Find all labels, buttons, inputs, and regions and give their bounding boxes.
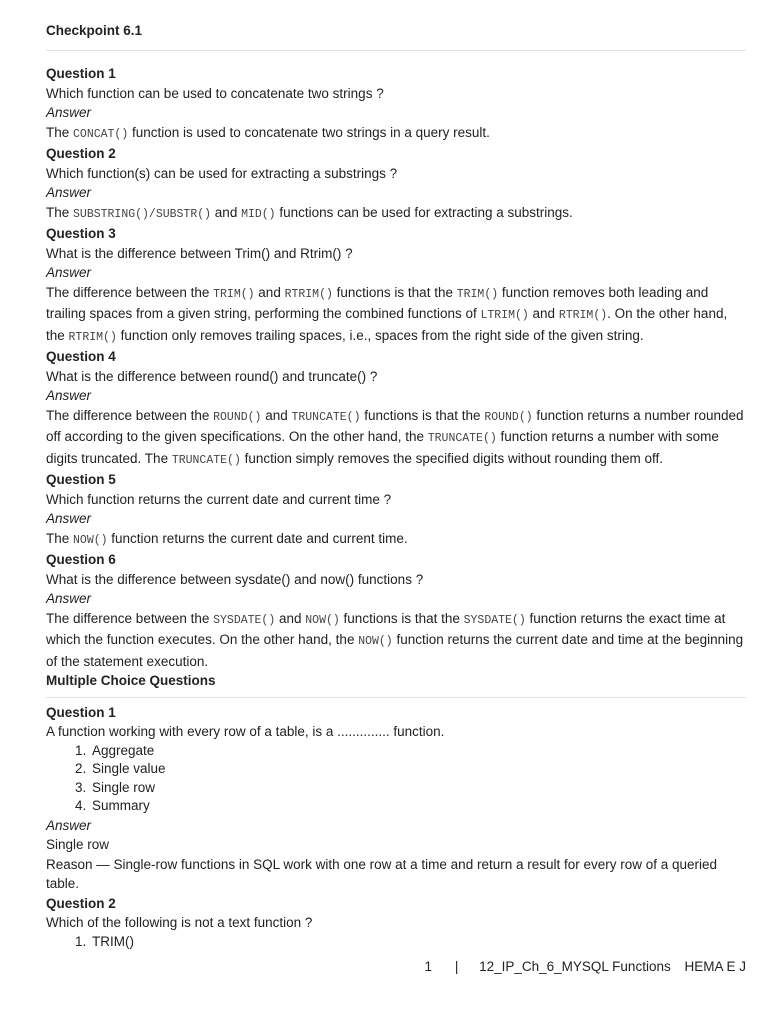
question-heading: Question 3 (46, 226, 116, 241)
question-block (46, 347, 746, 470)
answer-label: Answer (46, 817, 92, 833)
answer-text-segment: The difference between the (46, 284, 214, 300)
answer-text-segment: and (261, 407, 292, 423)
question-heading: Question 5 (46, 472, 116, 487)
footer-separator: | (454, 959, 459, 974)
code-function-name: RTRIM() (558, 309, 608, 322)
code-function-name: RTRIM() (68, 330, 117, 344)
answer-text-segment: and (275, 610, 306, 626)
answer-text (46, 203, 746, 225)
code-function-name: SUBSTRING()/SUBSTR() (73, 207, 212, 221)
answer-text-segment: function returns the current date and time at the beginning of the statement execution. (46, 632, 744, 669)
question-text: What is the difference between Trim() and Rtrim() ? (46, 245, 353, 261)
question-heading: Question 1 (46, 704, 116, 720)
page-footer (425, 957, 746, 977)
footer-document-name: 12_IP_Ch_6_MYSQL Functions (479, 959, 671, 974)
answer-text-segment: function is used to concatenate two strings in a query result. (128, 124, 490, 140)
options-list (46, 742, 746, 816)
question-heading: Question 1 (46, 66, 116, 81)
code-function-name: NOW() (305, 613, 340, 627)
answer-text-segment: functions is that the (360, 407, 485, 423)
answer-label: Answer (46, 511, 92, 526)
code-function-name: NOW() (73, 533, 108, 547)
code-function-name: SYSDATE() (463, 613, 526, 627)
qa-list (46, 64, 746, 671)
question-text: Which of the following is not a text function ? (46, 915, 313, 931)
code-function-name: SYSDATE() (213, 613, 276, 627)
question-heading: Question 6 (46, 552, 116, 567)
title-divider (46, 50, 746, 51)
answer-text (46, 609, 746, 672)
answer-text-segment: and (528, 306, 559, 321)
page-title: Checkpoint 6.1 (46, 23, 143, 38)
question-text: Which function can be used to concatenate two strings ? (46, 85, 384, 101)
answer-text-segment: The (46, 124, 74, 140)
question-text: What is the difference between sysdate() and now() functions ? (46, 571, 424, 587)
option-item: 4. Summary (90, 797, 746, 816)
code-function-name: NOW() (358, 635, 393, 648)
answer-label: Answer (46, 185, 92, 200)
code-function-name: CONCAT() (73, 127, 129, 141)
question-heading: Question 2 (46, 895, 116, 911)
answer-text (46, 529, 746, 551)
answer-text-segment: The difference between the (46, 610, 214, 626)
question-block (46, 470, 746, 550)
question-block (46, 64, 746, 144)
code-function-name: TRIM() (213, 287, 255, 301)
code-function-name: TRIM() (456, 287, 499, 301)
answer-text-segment: functions can be used for extracting a substrings. (275, 204, 573, 220)
answer-text-segment: and (211, 204, 242, 220)
option-item: 3. Single row (90, 779, 746, 798)
code-function-name: LTRIM() (480, 309, 529, 322)
option-item: 2. Single value (90, 760, 746, 779)
answer-text: Single row (46, 837, 110, 853)
answer-text-segment: functions is that the (332, 284, 457, 300)
mcq-section-title: Multiple Choice Questions (46, 673, 216, 688)
answer-text (46, 283, 746, 348)
answer-label: Answer (46, 591, 92, 606)
answer-label: Answer (46, 388, 92, 403)
answer-text-segment: and (254, 284, 285, 300)
code-function-name: TRUNCATE() (427, 432, 497, 445)
answer-text-segment: function returns the exact time at which the function executes. On the other hand, the (46, 610, 726, 647)
answer-text-segment: function removes both leading and trailing spaces from a given string, performing the combined functions of (46, 284, 709, 321)
code-function-name: RTRIM() (284, 287, 333, 301)
answer-text-segment: function returns a number rounded off according to the given specifications. On the other hand, the (46, 407, 744, 444)
option-item: 1. TRIM() (90, 933, 746, 952)
question-heading: Question 4 (46, 349, 116, 364)
answer-text-segment: The (46, 204, 74, 220)
answer-text-segment: The (46, 530, 74, 546)
code-function-name: MID() (241, 207, 276, 221)
code-function-name: ROUND() (484, 410, 533, 424)
answer-text-segment: function simply removes the specified digits without rounding them off. (240, 450, 664, 466)
question-text: Which function returns the current date and current time ? (46, 491, 392, 507)
footer-author: HEMA E J (684, 959, 746, 974)
answer-text (46, 123, 746, 145)
reason-text: Reason — Single-row functions in SQL work with one row at a time and return a result for every row of a queried table. (46, 856, 718, 892)
question-block (46, 550, 746, 671)
question-text: Which function(s) can be used for extracting a substrings ? (46, 165, 398, 181)
answer-text (46, 406, 746, 471)
question-block (46, 144, 746, 224)
code-function-name: ROUND() (213, 410, 262, 424)
page-number: 1 (424, 959, 433, 974)
code-function-name: TRUNCATE() (171, 453, 241, 467)
answer-label: Answer (46, 265, 92, 280)
answer-text-segment: function returns a number with some digits truncated. The (46, 429, 719, 466)
options-list (46, 933, 746, 952)
question-heading: Question 2 (46, 146, 116, 161)
question-text: What is the difference between round() and truncate() ? (46, 368, 378, 384)
answer-text-segment: function returns the current date and current time. (107, 530, 408, 546)
answer-label: Answer (46, 105, 92, 120)
answer-text-segment: function only removes trailing spaces, i.e., spaces from the right side of the given string. (116, 327, 644, 343)
document-content (46, 18, 746, 951)
mcq-question-1 (46, 703, 746, 894)
mcq-divider (46, 697, 746, 698)
mcq-question-2 (46, 894, 746, 952)
answer-text-segment: The difference between the (46, 407, 214, 423)
answer-text-segment: . On the other hand, the (46, 306, 728, 343)
question-block (46, 224, 746, 347)
option-item: 1. Aggregate (90, 742, 746, 761)
question-text: A function working with every row of a table, is a .............. function. (46, 724, 445, 739)
answer-text-segment: functions is that the (339, 610, 464, 626)
code-function-name: TRUNCATE() (291, 410, 361, 424)
